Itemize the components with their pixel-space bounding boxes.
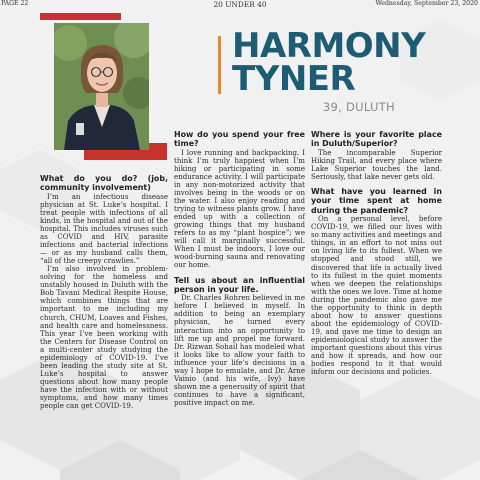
portrait-illustration <box>54 23 149 150</box>
column-2 <box>174 130 305 407</box>
question-favorite-place: Where is your favorite place in Duluth/Superior? <box>311 130 442 149</box>
name-last: TYNER <box>232 59 356 99</box>
answer-paragraph: The incomparable Superior Hiking Trail, and every place where Lake Superior touches the land. Seriously, that lake never gets old. <box>311 147 442 181</box>
page-number: PAGE 22 <box>1 0 29 7</box>
question-learned-at-home: What have you learned in your time spent at home during the pandemic? <box>311 187 442 215</box>
answer-paragraph: I’m also involved in problem-solving for the homeless and unstably housed in Duluth with the Bob Tavani Medical Respite House, which combines things that are important to me including my church, CHUM, Loaves and Fishes, and health care and homelessness. This year I’ve been working with the Centers for Disease Control on a multi-center study studying the epidemiology of COVID-19. I’ve been leading the study site at St. Luke’s hospital to answer questions about how many people have the infection with or without symptoms, and how many times people can get COVID-19. <box>40 264 168 411</box>
issue-date: Wednesday, September 23, 2020 <box>375 0 478 7</box>
red-accent-top <box>40 13 121 20</box>
question-influential-person: Tell us about an influential person in your life. <box>174 275 305 294</box>
name-first: HARMONY <box>232 26 426 66</box>
portrait-photo <box>54 23 149 150</box>
column-3 <box>311 130 442 376</box>
answer-paragraph: Dr. Charles Rohren believed in me before I believed in myself. In addition to being an exemplary physician, he turned every interaction into an opportunity to lift me up and propel me forward. Dr. Rizwan Sohail has modeled what it looks like to allow your faith to influence your life’s decisions in a way I hope to emulate, and Dr. Arne Vainio (and his wife, Ivy) have shown me a generosity of spirit that continues to have a significant, positive impact on me. <box>174 293 305 407</box>
honoree-name <box>232 26 472 99</box>
name-accent-bar <box>218 36 221 94</box>
column-1 <box>40 174 168 410</box>
answer-paragraph: On a personal level, before COVID-19, we filled our lives with so many activities and meetings and things, in an effort to not miss out on living life to its fullest. When we stopped and stood still, we discovered that life is actually lived to its fullest in the quiet moments when we deepen the relationships with the ones we love. Time at home during the pandemic also gave me the opportunity to think in depth about how to answer questions about the epidemiology of COVID-19, and gave me time to design an epidemiological study to answer the important questions about this virus and how it spreads, and how our bodies respond to it that would inform our decisions and policies. <box>311 214 443 377</box>
section-title: 20 UNDER 40 <box>213 0 267 9</box>
page-header <box>0 0 480 9</box>
question-free-time: How do you spend your free time? <box>174 130 305 149</box>
answer-paragraph: I’m an infectious disease physician at St. Luke’s hospital. I treat people with infections of all kinds, in the hospital and out of the hospital. This includes viruses such as COVID and HIV, parasite infections and bacterial infections — or as my husband calls them, “all of the creepy crawlies.” <box>40 191 168 266</box>
answer-paragraph: I love running and backpacking. I think I’m truly happiest when I’m hiking or participating in some endurance activity. I will participate in any non-motorized activity that involves being in the woods or on the water. I also enjoy reading and trying to witness plants grow. I have ended up with a collection of growing things that my husband refers to as my “plant hospice”; we will call it marginally successful. When I must be indoors, I love our wood-burning sauna and renovating our home. <box>174 147 305 270</box>
question-what-do-you-do: What do you do? (job, community involvement) <box>40 174 168 193</box>
age-city: 39, DULUTH <box>322 100 395 114</box>
